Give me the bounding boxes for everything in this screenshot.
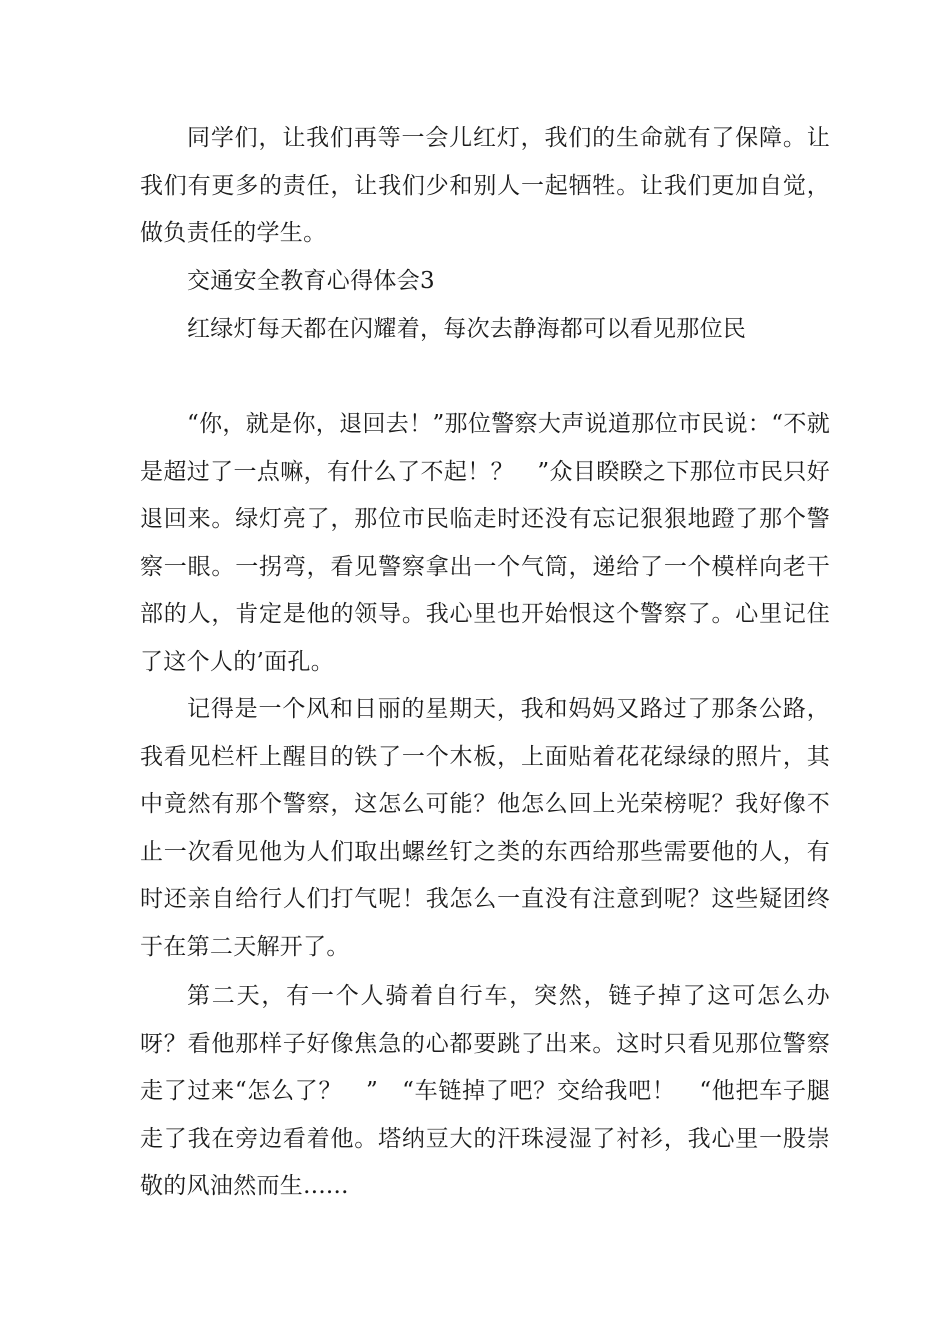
paragraph-bike-chain: 第二天，有一个人骑着自行车，突然，链子掉了这可怎么办呀？看他那样子好像焦急的心都要跳了出来。这时只看见那位警察走了过来“怎么了？ ” “车链掉了吧？交给我吧！ “他把车子腿走了我在旁边看着他。塔纳豆大的汗珠浸湿了衬衫，我心里一股崇敬的风油然而生...... [140,983,830,1199]
paragraph-intro: 红绿灯每天都在闪耀着，每次去静海都可以看见那位民 [187,316,747,342]
section-heading: 交通安全教育心得体会3 [187,268,435,294]
paragraph-conclusion: 同学们，让我们再等一会儿红灯，我们的生命就有了保障。让我们有更多的责任，让我们少和别人一起牺牲。让我们更加自觉，做负责任的学生。 [140,125,830,246]
paragraph-honor-board: 记得是一个风和日丽的星期天，我和妈妈又路过了那条公路，我看见栏杆上醒目的铁了一个木板，上面贴着花花绿绿的照片，其中竟然有那个警察，这怎么可能？他怎么回上光荣榜呢？我好像不止一次看见他为人们取出螺丝钉之类的东西给那些需要他的人，有时还亲自给行人们打气呢！我怎么一直没有注意到呢？这些疑团终于在第二天解开了。 [140,696,830,960]
paragraph-police-scene: “你，就是你，退回去！”那位警察大声说道那位市民说：“不就是超过了一点嘛，有什么了不起！？ ”众目睽睽之下那位市民只好退回来。绿灯亮了，那位市民临走时还没有忘记狠狠地蹬了那个警察一眼。一拐弯，看见警察拿出一个气筒，递给了一个模样向老干部的人，肯定是他的领导。我心里也开始恨这个警察了。心里记住了这个人的’面孔。 [140,411,830,675]
